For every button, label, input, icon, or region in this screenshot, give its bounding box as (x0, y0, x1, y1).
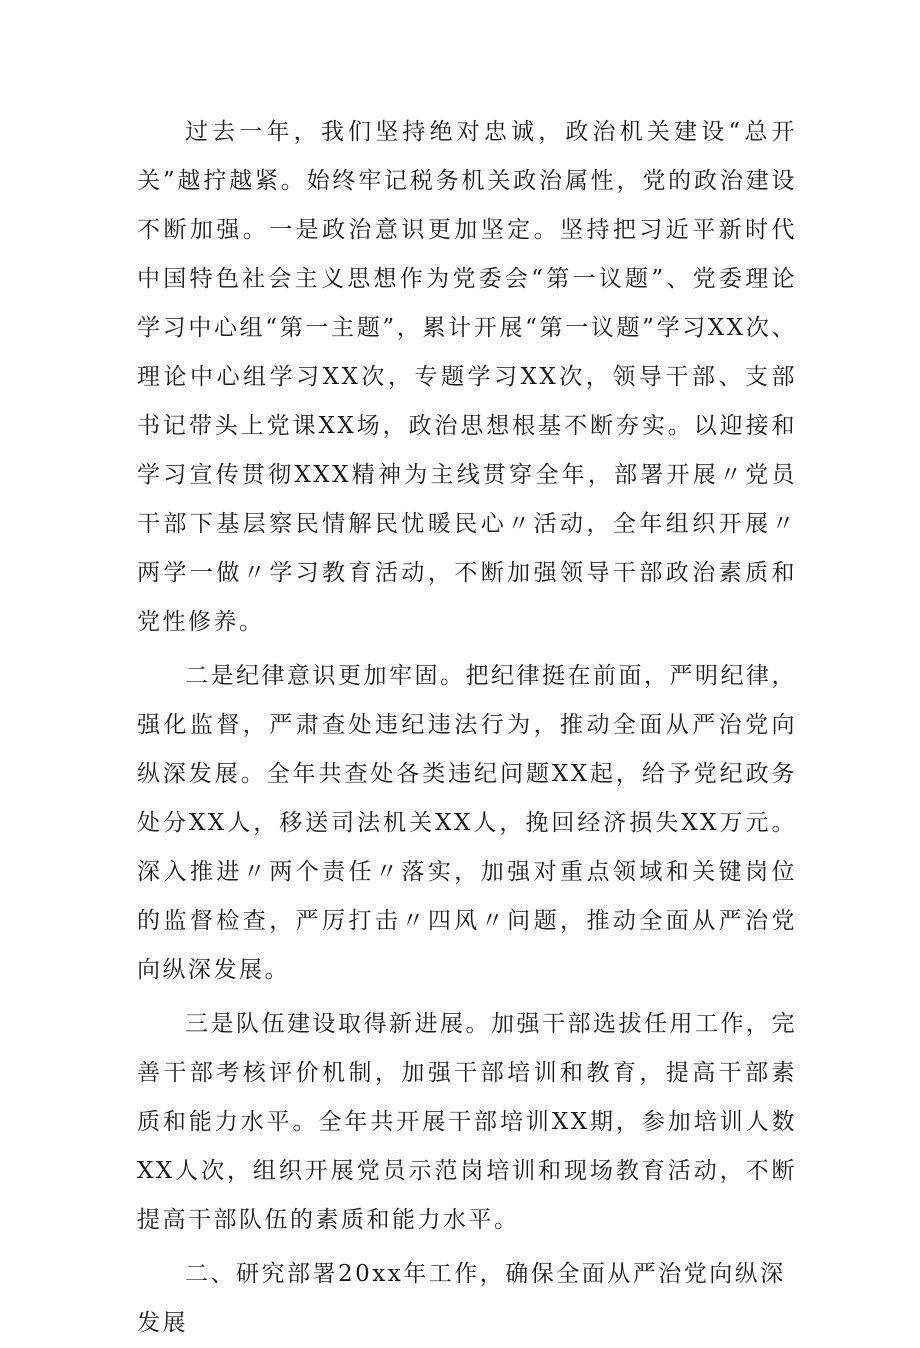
paragraph-team-building: 三是队伍建设取得新进展。加强干部选拔任用工作，完善干部考核评价机制，加强干部培训和教育，提高干部素质和能力水平。全年共开展干部培训XX期，参加培训人数XX人次，组织开展党员示范岗培训和现场教育活动，不断提高干部队伍的素质和能力水平。 (137, 1011, 797, 1233)
paragraph-discipline: 二是纪律意识更加牢固。把纪律挺在前面，严明纪律，强化监督，严肃查处违纪违法行为，推动全面从严治党向纵深发展。全年共查处各类违纪问题XX起，给予党纪政务处分XX人，移送司法机关XX人，挽回经济损失XX万元。深入推进〃两个责任〃落实，加强对重点领域和关键岗位的监督检查，严厉打击〃四风〃问题，推动全面从严治党向纵深发展。 (137, 663, 797, 983)
section-heading: 二、研究部署20xx年工作，确保全面从严治党向纵深发展 (137, 1261, 786, 1336)
document-body (137, 108, 797, 1348)
paragraph-political-building: 过去一年，我们坚持绝对忠诚，政治机关建设“总开关”越拧越紧。始终牢记税务机关政治属性，党的政治建设不断加强。一是政治意识更加坚定。坚持把习近平新时代中国特色社会主义思想作为党委会“第一议题”、党委理论学习中心组“第一主题”，累计开展“第一议题”学习XX次、理论中心组学习XX次，专题学习XX次，领导干部、支部书记带头上党课XX场，政治思想根基不断夯实。以迎接和学习宣传贯彻XXX精神为主线贯穿全年，部署开展〃党员干部下基层察民情解民忧暖民心〃活动，全年组织开展〃两学一做〃学习教育活动，不断加强领导干部政治素质和党性修养。 (137, 119, 797, 635)
